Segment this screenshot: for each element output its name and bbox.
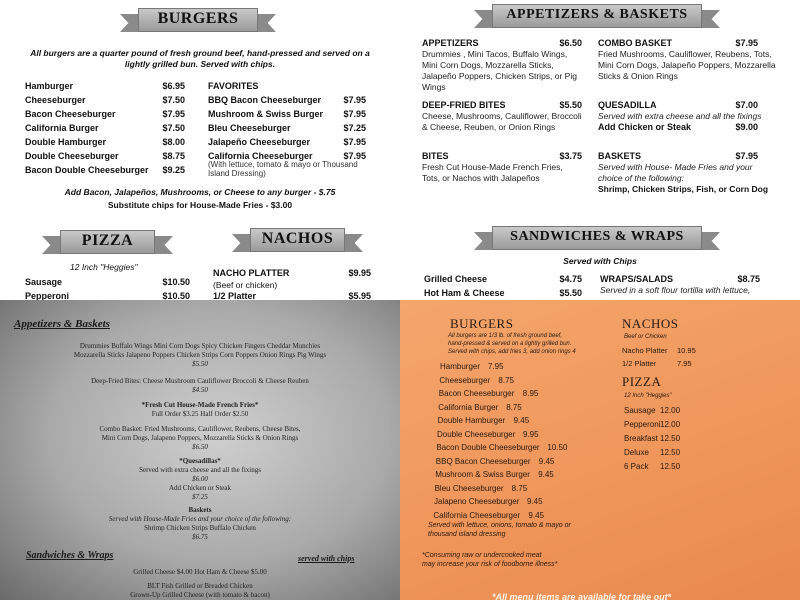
- q4-burger-row-name: Double Cheeseburger: [437, 429, 516, 439]
- q3-fries-prices: Full Order $3.25 Half Order $2.50: [151, 410, 249, 418]
- q3-sand-right: served with chips: [298, 554, 355, 563]
- q3-sand-line2: BLT Fish Grilled or Breaded Chicken: [147, 582, 253, 590]
- favorite-row-price: $7.95: [343, 95, 366, 105]
- q4-burger-row-name: Double Hamburger: [437, 416, 506, 425]
- q4-burger-row-price: 9.95: [523, 429, 539, 439]
- q4-pizza-row-name: Sausage: [624, 406, 656, 415]
- pizza-title: PIZZA: [81, 232, 134, 249]
- q4-burgers-title: BURGERS: [450, 316, 514, 331]
- q3-sand-line3: Grown-Up Grilled Cheese (with tomato & bacon): [130, 591, 270, 599]
- pizza-row-price: $10.50: [162, 291, 190, 300]
- burger-row-price: $7.50: [162, 95, 185, 105]
- menu-appetizers-panel: [400, 0, 800, 300]
- q4-pizza-row-price: 12.50: [660, 462, 681, 471]
- q4-cal-note2: thousand island dressing: [428, 531, 506, 538]
- q4-burger-row-name: California Burger: [438, 402, 499, 412]
- favorite-row-name: BBQ Bacon Cheeseburger: [208, 95, 322, 105]
- q4-warn1: *Consuming raw or undercooked meat: [422, 552, 542, 559]
- combo-name: COMBO BASKET: [598, 38, 672, 48]
- q3-baskets-title: Baskets: [188, 506, 212, 514]
- favorite-row-name: California Cheeseburger: [208, 151, 313, 161]
- appetizer-desc: Fresh Cut House-Made French Fries, Tots, or Nachos with Jalapeños: [422, 162, 563, 183]
- combo-price: $7.95: [735, 38, 758, 48]
- burger-row-name: California Burger: [25, 123, 99, 133]
- favorites-label: FAVORITES: [208, 81, 259, 91]
- q4-nacho-row-name: Nacho Platter: [622, 346, 668, 355]
- q4-intro2: hand-pressed & served on a lightly grilled bun.: [448, 341, 572, 347]
- q4-pizza-row-price: 12.50: [660, 448, 681, 457]
- pizza-subtitle: 12 Inch "Heggies": [70, 262, 138, 272]
- menu-photo-orange: [400, 300, 800, 600]
- favorite-row-name: Mushroom & Swiss Burger: [208, 109, 324, 119]
- q4-burger-row-name: Jalapeno Cheeseburger: [434, 497, 520, 506]
- q4-pizza-row-price: 12.00: [660, 420, 681, 429]
- q4-burger-row-name: Bleu Cheeseburger: [434, 483, 504, 493]
- q4-nacho-row-price: 10.95: [677, 346, 696, 355]
- q4-pizza-row-name: 6 Pack: [624, 462, 649, 471]
- appetizer-desc: Cheese, Mushrooms, Cauliflower, Broccoli & Cheese, Reuben, or Onion Rings: [422, 111, 582, 132]
- q3-sand-title: Sandwiches & Wraps: [26, 550, 114, 561]
- sandwich-row-price: $4.75: [559, 274, 582, 284]
- nachos-title: NACHOS: [261, 230, 334, 247]
- q4-burger-row-price: 8.75: [506, 402, 522, 412]
- favorite-row-name: Bleu Cheeseburger: [208, 123, 291, 133]
- nacho-row-price: $5.95: [348, 291, 371, 300]
- sandwiches-banner: [472, 222, 722, 252]
- baskets-choices: Shrimp, Chicken Strips, Fish, or Corn Dog: [598, 184, 769, 194]
- q4-burger-row-name: Hamburger: [440, 362, 481, 371]
- favorite-row-price: $7.95: [343, 151, 366, 161]
- q4-burger-row-name: Bacon Double Cheeseburger: [436, 443, 540, 452]
- favorite-row-price: $7.95: [343, 109, 366, 119]
- combo-desc: Fried Mushrooms, Cauliflower, Reubens, Tots, Mini Corn Dogs, Jalapeño Poppers, Mozzarella Sticks & Onion Rings: [598, 49, 776, 81]
- q4-pizza-row-price: 12.50: [660, 434, 681, 443]
- q4-burger-row-price: 7.95: [488, 362, 504, 371]
- burger-row-price: $6.95: [162, 81, 185, 91]
- quesadilla-price: $7.00: [735, 100, 758, 110]
- appetizer-name: APPETIZERS: [422, 38, 479, 48]
- q4-bottom-note: *All menu items are available for take out*: [492, 592, 672, 600]
- q4-nachos-title: NACHOS: [622, 316, 679, 331]
- q4-nacho-row-price: 7.95: [677, 359, 692, 368]
- q4-burger-row-price: 9.45: [528, 510, 544, 520]
- wraps-name: WRAPS/SALADS: [600, 274, 674, 284]
- nacho-row-name: NACHO PLATTER: [213, 268, 290, 278]
- appetizer-desc: Drummies , Mini Tacos, Buffalo Wings, Mini Corn Dogs, Mozzarella Sticks, Jalapeño Poppers, Chicken Strips, or Pig Wings: [422, 49, 577, 92]
- q3-line1: Drummies Buffalo Wings Mini Corn Dogs Spicy Chicken Fingers Cheddar Munchies: [79, 342, 321, 350]
- q3-price2: $4.50: [192, 386, 208, 394]
- appetizer-name: BITES: [422, 151, 449, 161]
- q3-ques-add: Add Chicken or Steak: [168, 484, 231, 492]
- burger-row-name: Double Hamburger: [25, 137, 107, 147]
- q4-burger-row-price: 9.45: [538, 470, 554, 479]
- wraps-desc: Served in a soft flour tortilla with lettuce,: [600, 285, 751, 295]
- california-note: (With lettuce, tomato & mayo or Thousand Island Dressing): [208, 160, 358, 178]
- q3-price1: $5.50: [192, 360, 208, 368]
- baskets-desc: Served with House- Made Fries and your choice of the following:: [598, 162, 753, 183]
- q3-combo-line2: Mini Corn Dogs, Jalapeno Poppers, Mozzarella Sticks & Onion Rings: [101, 434, 299, 442]
- nacho-row-price: $9.95: [348, 268, 371, 278]
- q3-ques-title: *Quesadillas*: [179, 457, 221, 465]
- burger-row-name: Hamburger: [25, 81, 74, 91]
- q4-pizza-title: PIZZA: [622, 374, 662, 389]
- burger-row-name: Bacon Double Cheeseburger: [25, 165, 149, 175]
- q3-baskets-line: Served with House-Made Fries and your choice of the following:: [108, 515, 292, 523]
- q4-burger-row-price: 9.45: [527, 497, 543, 506]
- q3-baskets-opts: Shrimp Chicken Strips Buffalo Chicken: [144, 524, 256, 532]
- sandwich-row-price: $5.50: [559, 288, 582, 298]
- q4-burger-row-price: 8.75: [511, 483, 528, 493]
- burger-row-price: $8.00: [162, 137, 185, 147]
- appetizer-price: $3.75: [559, 151, 582, 161]
- appetizer-price: $6.50: [559, 38, 582, 48]
- quesadilla-desc: Served with extra cheese and all the fixings: [598, 111, 762, 121]
- wraps-price: $8.75: [737, 274, 760, 284]
- addon-line-2: Substitute chips for House-Made Fries - $3.00: [107, 200, 293, 210]
- nachos-banner: [230, 224, 365, 254]
- q4-burger-row-price: 9.45: [513, 416, 530, 425]
- q4-pizza-row-price: 12.00: [660, 406, 681, 415]
- q4-intro1: All burgers are 1/3 lb. of fresh ground beef,: [448, 333, 563, 339]
- burger-row-price: $9.25: [162, 165, 185, 175]
- q3-price3: $6.50: [192, 443, 208, 451]
- q4-intro3: Served with chips, add fries 3, add onion rings 4: [448, 349, 576, 355]
- q3-ques-price: $6.00: [192, 475, 208, 483]
- sandwiches-title: SANDWICHES & WRAPS: [510, 229, 684, 244]
- burgers-title: BURGERS: [157, 10, 239, 27]
- appetizer-name: DEEP-FRIED BITES: [422, 100, 506, 110]
- nacho-note: (Beef or chicken): [213, 280, 278, 290]
- quesadilla-add: Add Chicken or Steak: [598, 122, 692, 132]
- quesadilla-name: QUESADILLA: [598, 100, 657, 110]
- q3-ques-line: Served with extra cheese and all the fixings: [139, 466, 261, 474]
- q4-burger-row-price: 9.45: [538, 456, 555, 466]
- q3-title: Appetizers & Baskets: [14, 318, 110, 330]
- favorite-row-price: $7.25: [343, 123, 366, 133]
- nacho-row-name: 1/2 Platter: [213, 291, 257, 300]
- appetizers-banner: [472, 0, 722, 30]
- burgers-banner: [118, 4, 278, 34]
- addon-line-1: Add Bacon, Jalapeños, Mushrooms, or Cheese to any burger - $.75: [64, 187, 336, 197]
- burger-row-name: Bacon Cheeseburger: [25, 109, 116, 119]
- q4-pizza-row-name: Deluxe: [624, 448, 649, 457]
- pizza-row-price: $10.50: [162, 277, 190, 287]
- q3-ques-add-price: $7.25: [192, 493, 208, 501]
- q3-line2: Mozzarella Sticks Jalapeno Poppers Chicken Strips Corn Poppers Onion Rings Pig Wings: [73, 351, 327, 359]
- pizza-row-name: Pepperoni: [25, 291, 70, 300]
- appetizers-title: APPETIZERS & BASKETS: [506, 7, 688, 22]
- burgers-intro: All burgers are a quarter pound of fresh ground beef, hand-pressed and served on a lightly grilled bun. Served with chips.: [30, 48, 370, 69]
- served-with-chips: Served with Chips: [563, 256, 637, 266]
- appetizer-price: $5.50: [559, 100, 582, 110]
- burger-row-price: $7.50: [162, 123, 185, 133]
- q3-combo-line1: Combo Basket: Fried Mushrooms, Cauliflower, Reubens, Cheese Bites,: [99, 425, 301, 433]
- q4-burger-row-name: California Cheeseburger: [433, 510, 521, 520]
- burger-row-name: Double Cheeseburger: [25, 151, 119, 161]
- q3-sand-line1: Grilled Cheese $4.00 Hot Ham & Cheese $5.00: [133, 568, 267, 576]
- q4-pizza-row-name: Breakfast: [624, 434, 658, 443]
- sandwich-row-name: Hot Ham & Cheese: [424, 288, 505, 298]
- sandwich-row-name: Grilled Cheese: [424, 274, 488, 284]
- q4-burger-row-price: 8.75: [498, 375, 514, 385]
- q4-burger-row-price: 10.50: [547, 443, 568, 452]
- q4-pizza-row-name: Pepperoni: [624, 420, 661, 429]
- q4-burger-row-name: BBQ Bacon Cheeseburger: [435, 456, 531, 466]
- q4-burger-row-name: Mushroom & Swiss Burger: [435, 470, 530, 479]
- favorite-row-name: Jalapeño Cheeseburger: [208, 137, 311, 147]
- q4-pizza-sub: 12 Inch "Heggies": [624, 393, 672, 399]
- favorite-row-price: $7.95: [343, 137, 366, 147]
- pizza-row-name: Sausage: [25, 277, 63, 287]
- q4-nacho-row-name: 1/2 Platter: [622, 359, 657, 368]
- pizza-banner: [40, 226, 175, 256]
- menu-burgers-panel: [0, 0, 400, 300]
- q3-baskets-price: $6.75: [192, 533, 208, 541]
- burger-row-name: Cheeseburger: [25, 95, 86, 105]
- q4-burger-row-name: Bacon Cheeseburger: [438, 389, 515, 398]
- q4-cal-note1: Served with lettuce, onions, tomato & mayo or: [428, 522, 571, 529]
- quesadilla-add-price: $9.00: [735, 122, 758, 132]
- baskets-price: $7.95: [735, 151, 758, 161]
- menu-photo-grayscale: [0, 300, 400, 600]
- q4-burger-row-name: Cheeseburger: [439, 375, 491, 385]
- q4-nachos-sub: Beef or Chicken: [624, 334, 667, 340]
- q3-line3: Deep-Fried Bites: Cheese Mushroom Cauliflower Broccoli & Cheese Reuben: [91, 377, 309, 385]
- q4-burger-row-price: 8.95: [522, 389, 539, 398]
- baskets-name: BASKETS: [598, 151, 642, 161]
- q4-warn2: may increase your risk of foodborne illness*: [422, 561, 558, 568]
- burger-row-price: $8.75: [162, 151, 185, 161]
- q3-fries-title: *Fresh Cut House-Made French Fries*: [141, 401, 259, 409]
- burger-row-price: $7.95: [162, 109, 185, 119]
